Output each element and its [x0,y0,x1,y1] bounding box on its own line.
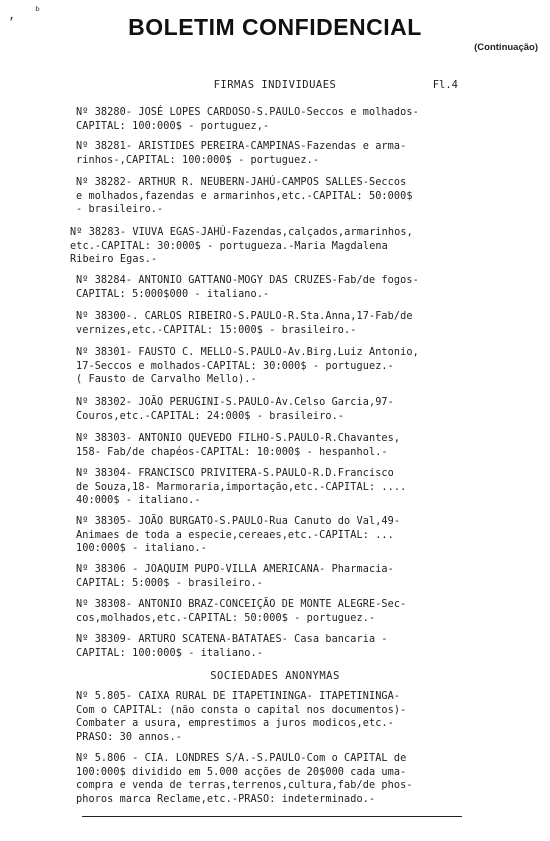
firma-entry-line: Nº 38304- FRANCISCO PRIVITERA-S.PAULO-R.D.Francisco [76,468,394,479]
sociedade-entry-line: Nº 5.805- CAIXA RURAL DE ITAPETININGA- ITAPETININGA- [76,691,401,702]
firma-entry-line: Nº 38282- ARTHUR R. NEUBERN-JAHÚ-CAMPOS SALLES-Seccos [76,177,407,188]
firma-entry-line: CAPITAL: 100:000$ - portuguez,- [76,120,270,132]
firma-entry-line: 158- Fab/de chapéos-CAPITAL: 10:000$ - hespanhol.- [76,446,388,458]
firma-entry-line: Nº 38302- JOÃO PERUGINI-S.PAULO-Av.Celso Garcia,97- [76,397,394,408]
scan-mark: ᵇ [34,4,42,18]
firma-entry [76,515,400,556]
firma-entry-line: Nº 38309- ARTURO SCATENA-BATATAES- Casa bancaria - [76,634,388,645]
firma-entry-line: Nº 38303- ANTONIO QUEVEDO FILHO-S.PAULO-R.Chavantes, [76,433,401,444]
firma-entry [76,467,406,508]
firma-entry [76,598,406,625]
firma-entry-line: CAPITAL: 100:000$ - italiano.- [76,647,264,659]
page-number: Fl.4 [432,79,458,91]
firma-entry-line: 100:000$ - italiano.- [76,543,207,555]
firma-entry-line: CAPITAL: 5:000$ - brasileiro.- [76,577,264,589]
firma-entry-line: de Souza,18- Marmoraria,importação,etc.-CAPITAL: .... [76,481,407,493]
firma-entry [76,432,400,459]
firma-entry-line: Ribeiro Egas.- [70,254,158,266]
firma-entry-line: e molhados,fazendas e armarinhos,etc.-CAPITAL: 50:000$ [76,190,413,202]
firma-entry [76,106,419,133]
section-title-sociedades: SOCIEDADES ANONYMAS [210,670,340,682]
firma-entry [76,310,413,337]
sociedade-entry-line: Com o CAPITAL: (não consta o capital nos documentos)- [76,704,407,716]
firma-entry-line: ( Fausto de Carvalho Mello).- [76,374,257,386]
firma-entry-line: vernizes,etc.-CAPITAL: 15:000$ - brasileiro.- [76,324,357,336]
firma-entry-line: Nº 38281- ARISTIDES PEREIRA-CAMPINAS-Fazendas e arma- [76,141,407,152]
firma-entry-line: rinhos-,CAPITAL: 100:000$ - portuguez.- [76,154,320,166]
firma-entry [76,633,388,660]
firma-entry-line: 17-Seccos e molhados-CAPITAL: 30:000$ - portuguez.- [76,360,394,372]
sociedade-entry-line: Combater a usura, emprestimos a juros modicos,etc.- [76,718,394,730]
firma-entry [76,140,406,167]
firma-entry-line: Nº 38301- FAUSTO C. MELLO-S.PAULO-Av.Birg.Luiz Antonio, [76,347,419,358]
firma-entry [76,346,419,387]
firma-entry-line: Nº 38284- ANTONIO GATTANO-MOGY DAS CRUZES-Fab/de fogos- [76,275,419,286]
continuation-label: (Continuação) [474,42,538,53]
firma-entry-line: Couros,etc.-CAPITAL: 24:000$ - brasileiro.- [76,410,345,422]
firma-entry [76,396,394,423]
bottom-rule [82,816,462,817]
firma-entry-line: - brasileiro.- [76,204,164,216]
page-title: BOLETIM CONFIDENCIAL [128,14,422,40]
sociedade-entry-line: Nº 5.806 - CIA. LONDRES S/A.-S.PAULO-Com o CAPITAL de [76,753,407,764]
firma-entry [76,563,394,590]
sociedade-entry [76,690,406,744]
firma-entry-line: Animaes de toda a especie,cereaes,etc.-CAPITAL: ... [76,529,394,541]
scan-mark: , [8,8,16,22]
firma-entry-line: Nº 38300-. CARLOS RIBEIRO-S.PAULO-R.Sta.Anna,17-Fab/de [76,311,413,322]
firma-entry [76,274,419,301]
firma-entry-line: Nº 38308- ANTONIO BRAZ-CONCEIÇÃO DE MONTE ALEGRE-Sec- [76,599,407,610]
firma-entry [70,226,413,267]
firma-entry-line: cos,molhados,etc.-CAPITAL: 50:000$ - portuguez.- [76,612,376,624]
sociedade-entry [76,752,413,806]
sociedade-entry-line: phoros marca Reclame,etc.-PRASO: indeterminado.- [76,793,376,805]
firma-entry-line: Nº 38306 - JOAQUIM PUPO-VILLA AMERICANA- Pharmacia- [76,564,394,575]
firma-entry [76,176,413,217]
sociedade-entry-line: PRASO: 30 annos.- [76,731,182,743]
sociedade-entry-line: compra e venda de terras,terrenos,cultura,fab/de phos- [76,780,413,792]
firma-entry-line: Nº 38280- JOSÉ LOPES CARDOSO-S.PAULO-Seccos e molhados- [76,107,419,118]
firma-entry-line: CAPITAL: 5:000$000 - italiano.- [76,288,270,300]
firma-entry-line: Nº 38305- JOÃO BURGATO-S.PAULO-Rua Canuto do Val,49- [76,516,401,527]
firma-entry-line: etc.-CAPITAL: 30:000$ - portugueza.-Maria Magdalena [70,240,388,252]
firma-entry-line: Nº 38283- VIUVA EGAS-JAHÚ-Fazendas,calçados,armarinhos, [70,227,413,238]
section-title-firmas: FIRMAS INDIVIDUAES [213,79,337,91]
sociedade-entry-line: 100:000$ dividido em 5.000 acções de 20$000 cada uma- [76,766,407,778]
firma-entry-line: 40:000$ - italiano.- [76,495,201,507]
